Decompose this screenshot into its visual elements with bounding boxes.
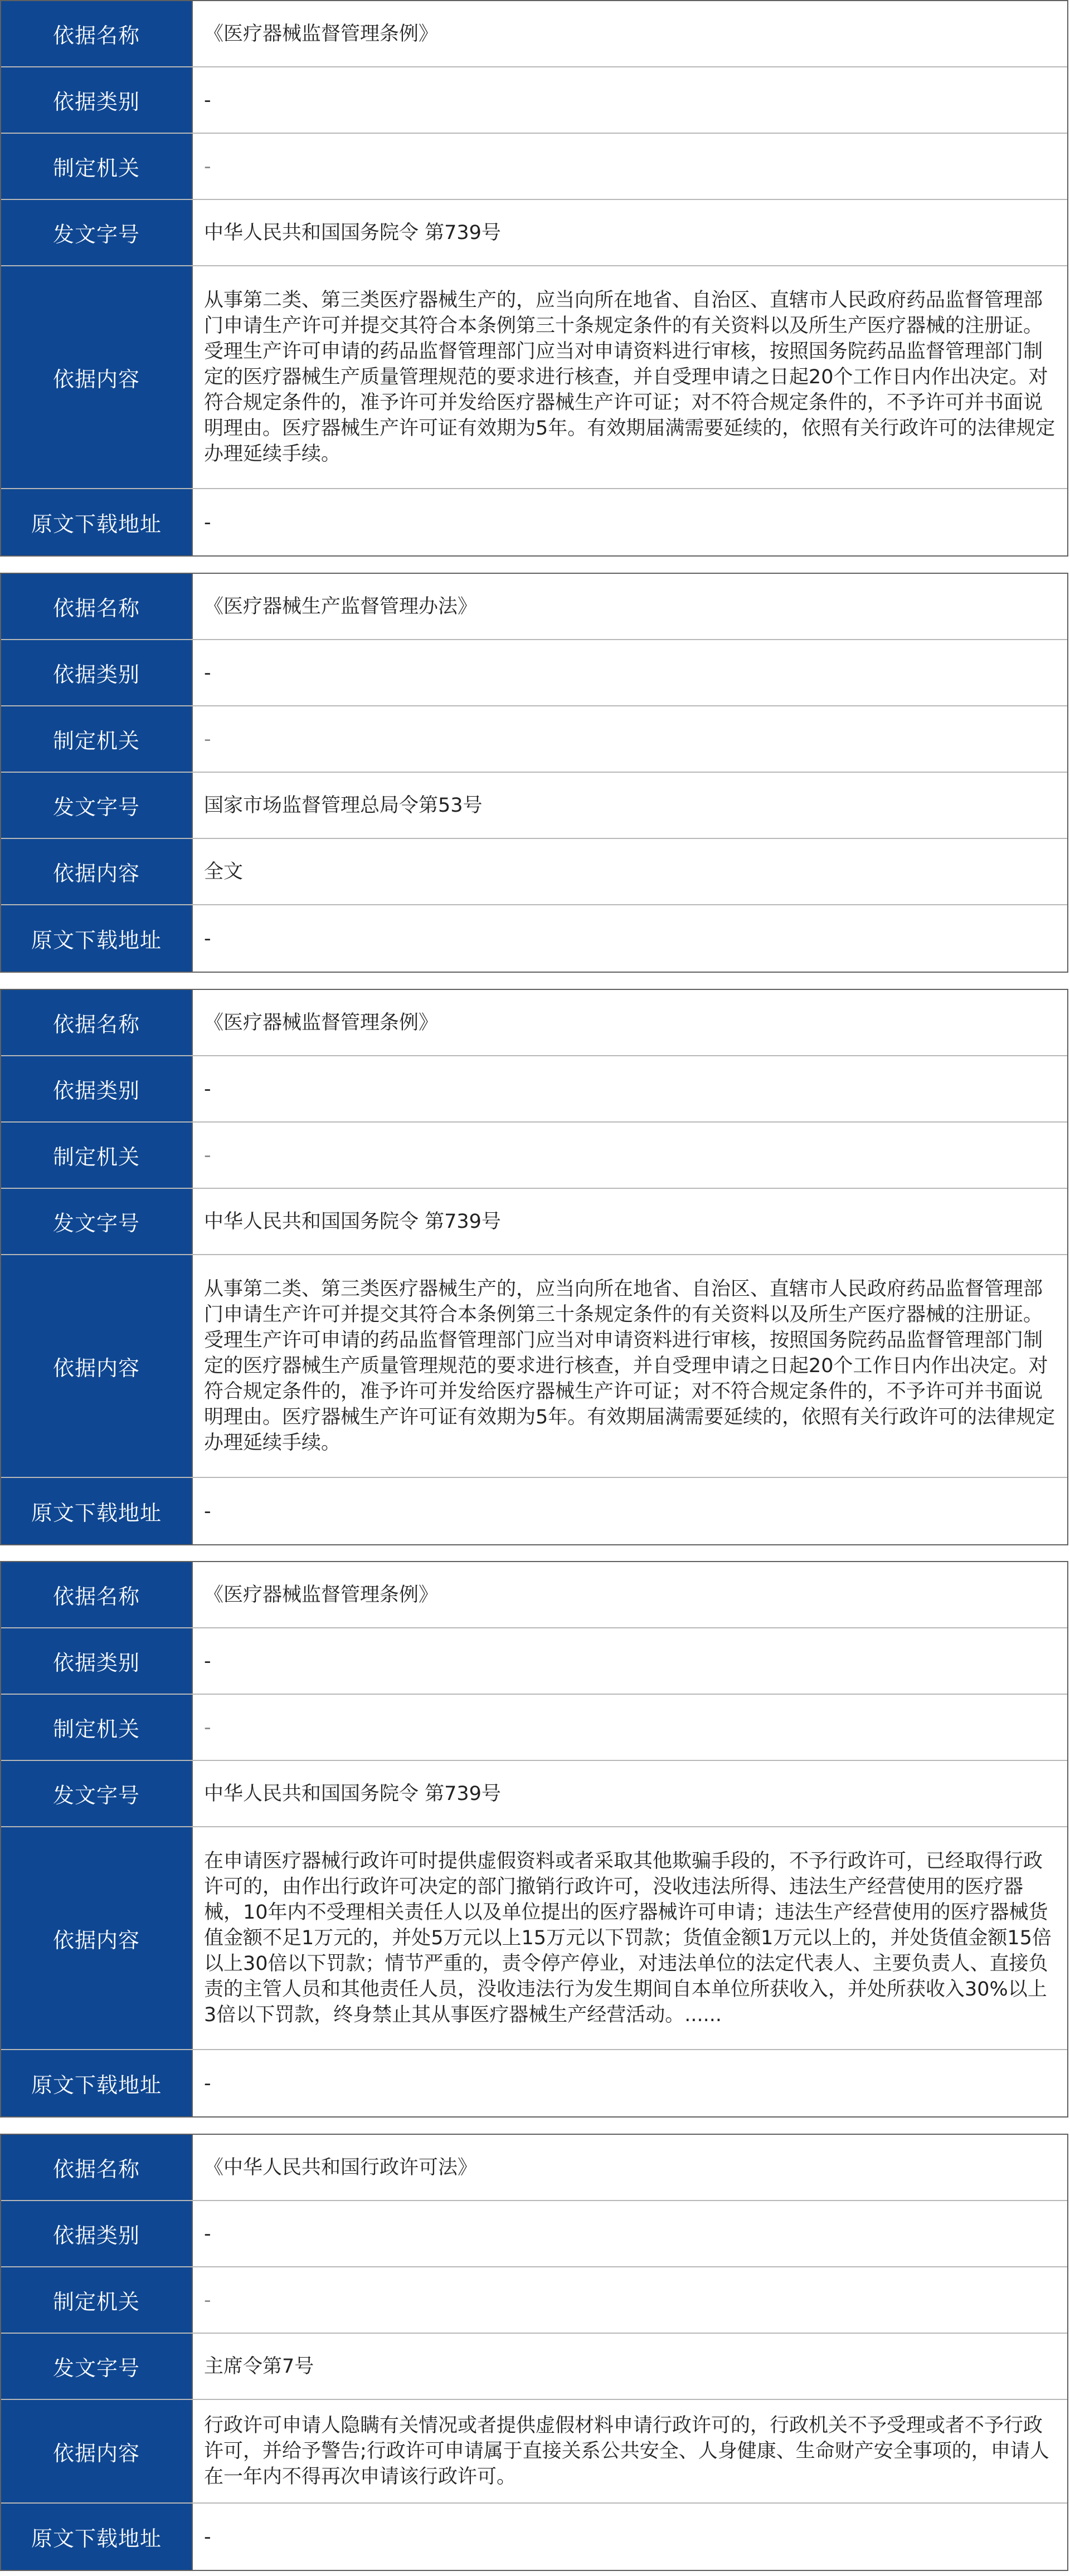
basis-download-url-value[interactable]: - [204, 1500, 211, 1523]
basis-name-row [1, 2135, 1067, 2201]
basis-doc-number-row [1, 200, 1067, 266]
basis-name-row [1, 990, 1067, 1056]
basis-download-url-value[interactable]: - [204, 2072, 211, 2095]
basis-doc-number-label: 发文字号 [1, 773, 193, 838]
basis-name-value: 《医疗器械生产监督管理办法》 [204, 595, 478, 618]
basis-authority-label: 制定机关 [1, 1695, 193, 1760]
basis-category-row [1, 1628, 1067, 1695]
basis-name-label: 依据名称 [1, 990, 193, 1055]
basis-category-label: 依据类别 [1, 640, 193, 705]
basis-download-url-label: 原文下载地址 [1, 2050, 193, 2116]
basis-download-url-value[interactable]: - [204, 927, 211, 950]
basis-category-value: - [204, 2222, 211, 2245]
basis-authority-row [1, 134, 1067, 200]
basis-download-url-row [1, 905, 1067, 972]
basis-doc-number-value: 中华人民共和国国务院令 第739号 [204, 1782, 501, 1805]
basis-doc-number-row [1, 1189, 1067, 1255]
basis-download-url-label: 原文下载地址 [1, 489, 193, 555]
basis-name-row [1, 574, 1067, 640]
basis-doc-number-row [1, 2334, 1067, 2400]
basis-content-row [1, 266, 1067, 489]
basis-category-row [1, 2201, 1067, 2267]
basis-authority-row [1, 1695, 1067, 1761]
basis-category-value: - [204, 1077, 211, 1100]
basis-category-row [1, 1056, 1067, 1123]
basis-category-value: - [204, 1650, 211, 1672]
basis-doc-number-value: 国家市场监督管理总局令第53号 [204, 794, 483, 817]
basis-download-url-label: 原文下载地址 [1, 1478, 193, 1544]
basis-authority-label: 制定机关 [1, 2267, 193, 2333]
basis-content-label: 依据内容 [1, 266, 193, 488]
basis-content-label: 依据内容 [1, 1255, 193, 1477]
basis-authority-value: - [204, 155, 211, 178]
basis-name-row [1, 1, 1067, 67]
basis-authority-value: - [204, 2289, 211, 2311]
basis-authority-row [1, 2267, 1067, 2334]
basis-doc-number-value: 中华人民共和国国务院令 第739号 [204, 221, 501, 244]
basis-doc-number-label: 发文字号 [1, 1189, 193, 1254]
basis-content-row [1, 839, 1067, 905]
basis-doc-number-label: 发文字号 [1, 2334, 193, 2399]
basis-download-url-row [1, 2050, 1067, 2116]
basis-category-label: 依据类别 [1, 2201, 193, 2266]
basis-content-value: 行政许可申请人隐瞒有关情况或者提供虚假材料申请行政许可的，行政机关不予受理或者不予行政许可，并给予警告;行政许可申请属于直接关系公共安全、人身健康、生命财产安全事项的，申请人在一年内不得再次申请该行政许可。 [204, 2414, 1049, 2488]
basis-doc-number-label: 发文字号 [1, 200, 193, 265]
basis-content-label: 依据内容 [1, 839, 193, 904]
basis-download-url-row [1, 2504, 1067, 2570]
basis-name-value: 《中华人民共和国行政许可法》 [204, 2156, 478, 2179]
basis-content-value: 从事第二类、第三类医疗器械生产的，应当向所在地省、自治区、直辖市人民政府药品监督管理部门申请生产许可并提交其符合本条例第三十条规定条件的有关资料以及所生产医疗器械的注册证。受理生产许可申请的药品监督管理部门应当对申请资料进行审核，按照国务院药品监督管理部门制定的医疗器械生产质量管理规范的要求进行核查，并自受理申请之日起20个工作日内作出决定。对符合规定条件的，准予许可并发给医疗器械生产许可证；对不符合规定条件的，不予许可并书面说明理由。医疗器械生产许可证有效期为5年。有效期届满需要延续的，依照有关行政许可的法律规定办理延续手续。 [204, 289, 1056, 465]
basis-authority-row [1, 706, 1067, 773]
basis-name-label: 依据名称 [1, 1562, 193, 1627]
basis-name-row [1, 1562, 1067, 1628]
basis-authority-value: - [204, 1144, 211, 1167]
basis-content-label: 依据内容 [1, 1827, 193, 2049]
basis-category-row [1, 640, 1067, 706]
basis-doc-number-row [1, 1761, 1067, 1827]
basis-table [0, 2134, 1068, 2571]
basis-name-value: 《医疗器械监督管理条例》 [204, 1011, 439, 1034]
basis-table [0, 989, 1068, 1545]
basis-content-row [1, 2400, 1067, 2504]
basis-doc-number-value: 中华人民共和国国务院令 第739号 [204, 1210, 501, 1233]
basis-download-url-value[interactable]: - [204, 511, 211, 534]
basis-authority-label: 制定机关 [1, 134, 193, 199]
basis-authority-row [1, 1123, 1067, 1189]
basis-authority-label: 制定机关 [1, 706, 193, 772]
basis-download-url-row [1, 1478, 1067, 1544]
basis-name-label: 依据名称 [1, 2135, 193, 2200]
basis-download-url-value[interactable]: - [204, 2525, 211, 2548]
basis-download-url-row [1, 489, 1067, 555]
basis-content-label: 依据内容 [1, 2400, 193, 2502]
basis-table [0, 0, 1068, 557]
basis-table [0, 1561, 1068, 2118]
basis-doc-number-label: 发文字号 [1, 1761, 193, 1826]
basis-name-label: 依据名称 [1, 1, 193, 66]
basis-doc-number-value: 主席令第7号 [204, 2355, 314, 2378]
basis-content-row [1, 1255, 1067, 1478]
basis-download-url-label: 原文下载地址 [1, 2504, 193, 2570]
basis-name-label: 依据名称 [1, 574, 193, 639]
basis-download-url-label: 原文下载地址 [1, 905, 193, 972]
basis-category-row [1, 67, 1067, 134]
basis-authority-value: - [204, 1716, 211, 1739]
basis-content-value: 全文 [204, 860, 244, 883]
basis-category-value: - [204, 661, 211, 684]
basis-category-label: 依据类别 [1, 1056, 193, 1121]
basis-content-value: 在申请医疗器械行政许可时提供虚假资料或者采取其他欺骗手段的，不予行政许可，已经取得行政许可的，由作出行政许可决定的部门撤销行政许可，没收违法所得、违法生产经营使用的医疗器械，10年内不受理相关责任人以及单位提出的医疗器械许可申请；违法生产经营使用的医疗器械货值金额不足1万元的，并处5万元以上15万元以下罚款；货值金额1万元以上的，并处货值金额15倍以上30倍以下罚款；情节严重的，责令停产停业，对违法单位的法定代表人、主要负责人、直接负责的主管人员和其他责任人员，没收违法行为发生期间自本单位所获收入，并处所获收入30%以上3倍以下罚款，终身禁止其从事医疗器械生产经营活动。...... [204, 1850, 1052, 2026]
basis-category-label: 依据类别 [1, 67, 193, 133]
basis-category-value: - [204, 89, 211, 111]
basis-name-value: 《医疗器械监督管理条例》 [204, 1583, 439, 1606]
basis-authority-value: - [204, 728, 211, 750]
basis-name-value: 《医疗器械监督管理条例》 [204, 22, 439, 45]
basis-authority-label: 制定机关 [1, 1123, 193, 1188]
basis-table [0, 573, 1068, 973]
basis-content-value: 从事第二类、第三类医疗器械生产的，应当向所在地省、自治区、直辖市人民政府药品监督管理部门申请生产许可并提交其符合本条例第三十条规定条件的有关资料以及所生产医疗器械的注册证。受理生产许可申请的药品监督管理部门应当对申请资料进行审核，按照国务院药品监督管理部门制定的医疗器械生产质量管理规范的要求进行核查，并自受理申请之日起20个工作日内作出决定。对符合规定条件的，准予许可并发给医疗器械生产许可证；对不符合规定条件的，不予许可并书面说明理由。医疗器械生产许可证有效期为5年。有效期届满需要延续的，依照有关行政许可的法律规定办理延续手续。 [204, 1278, 1056, 1454]
basis-category-label: 依据类别 [1, 1628, 193, 1694]
basis-doc-number-row [1, 773, 1067, 839]
basis-content-row [1, 1827, 1067, 2050]
